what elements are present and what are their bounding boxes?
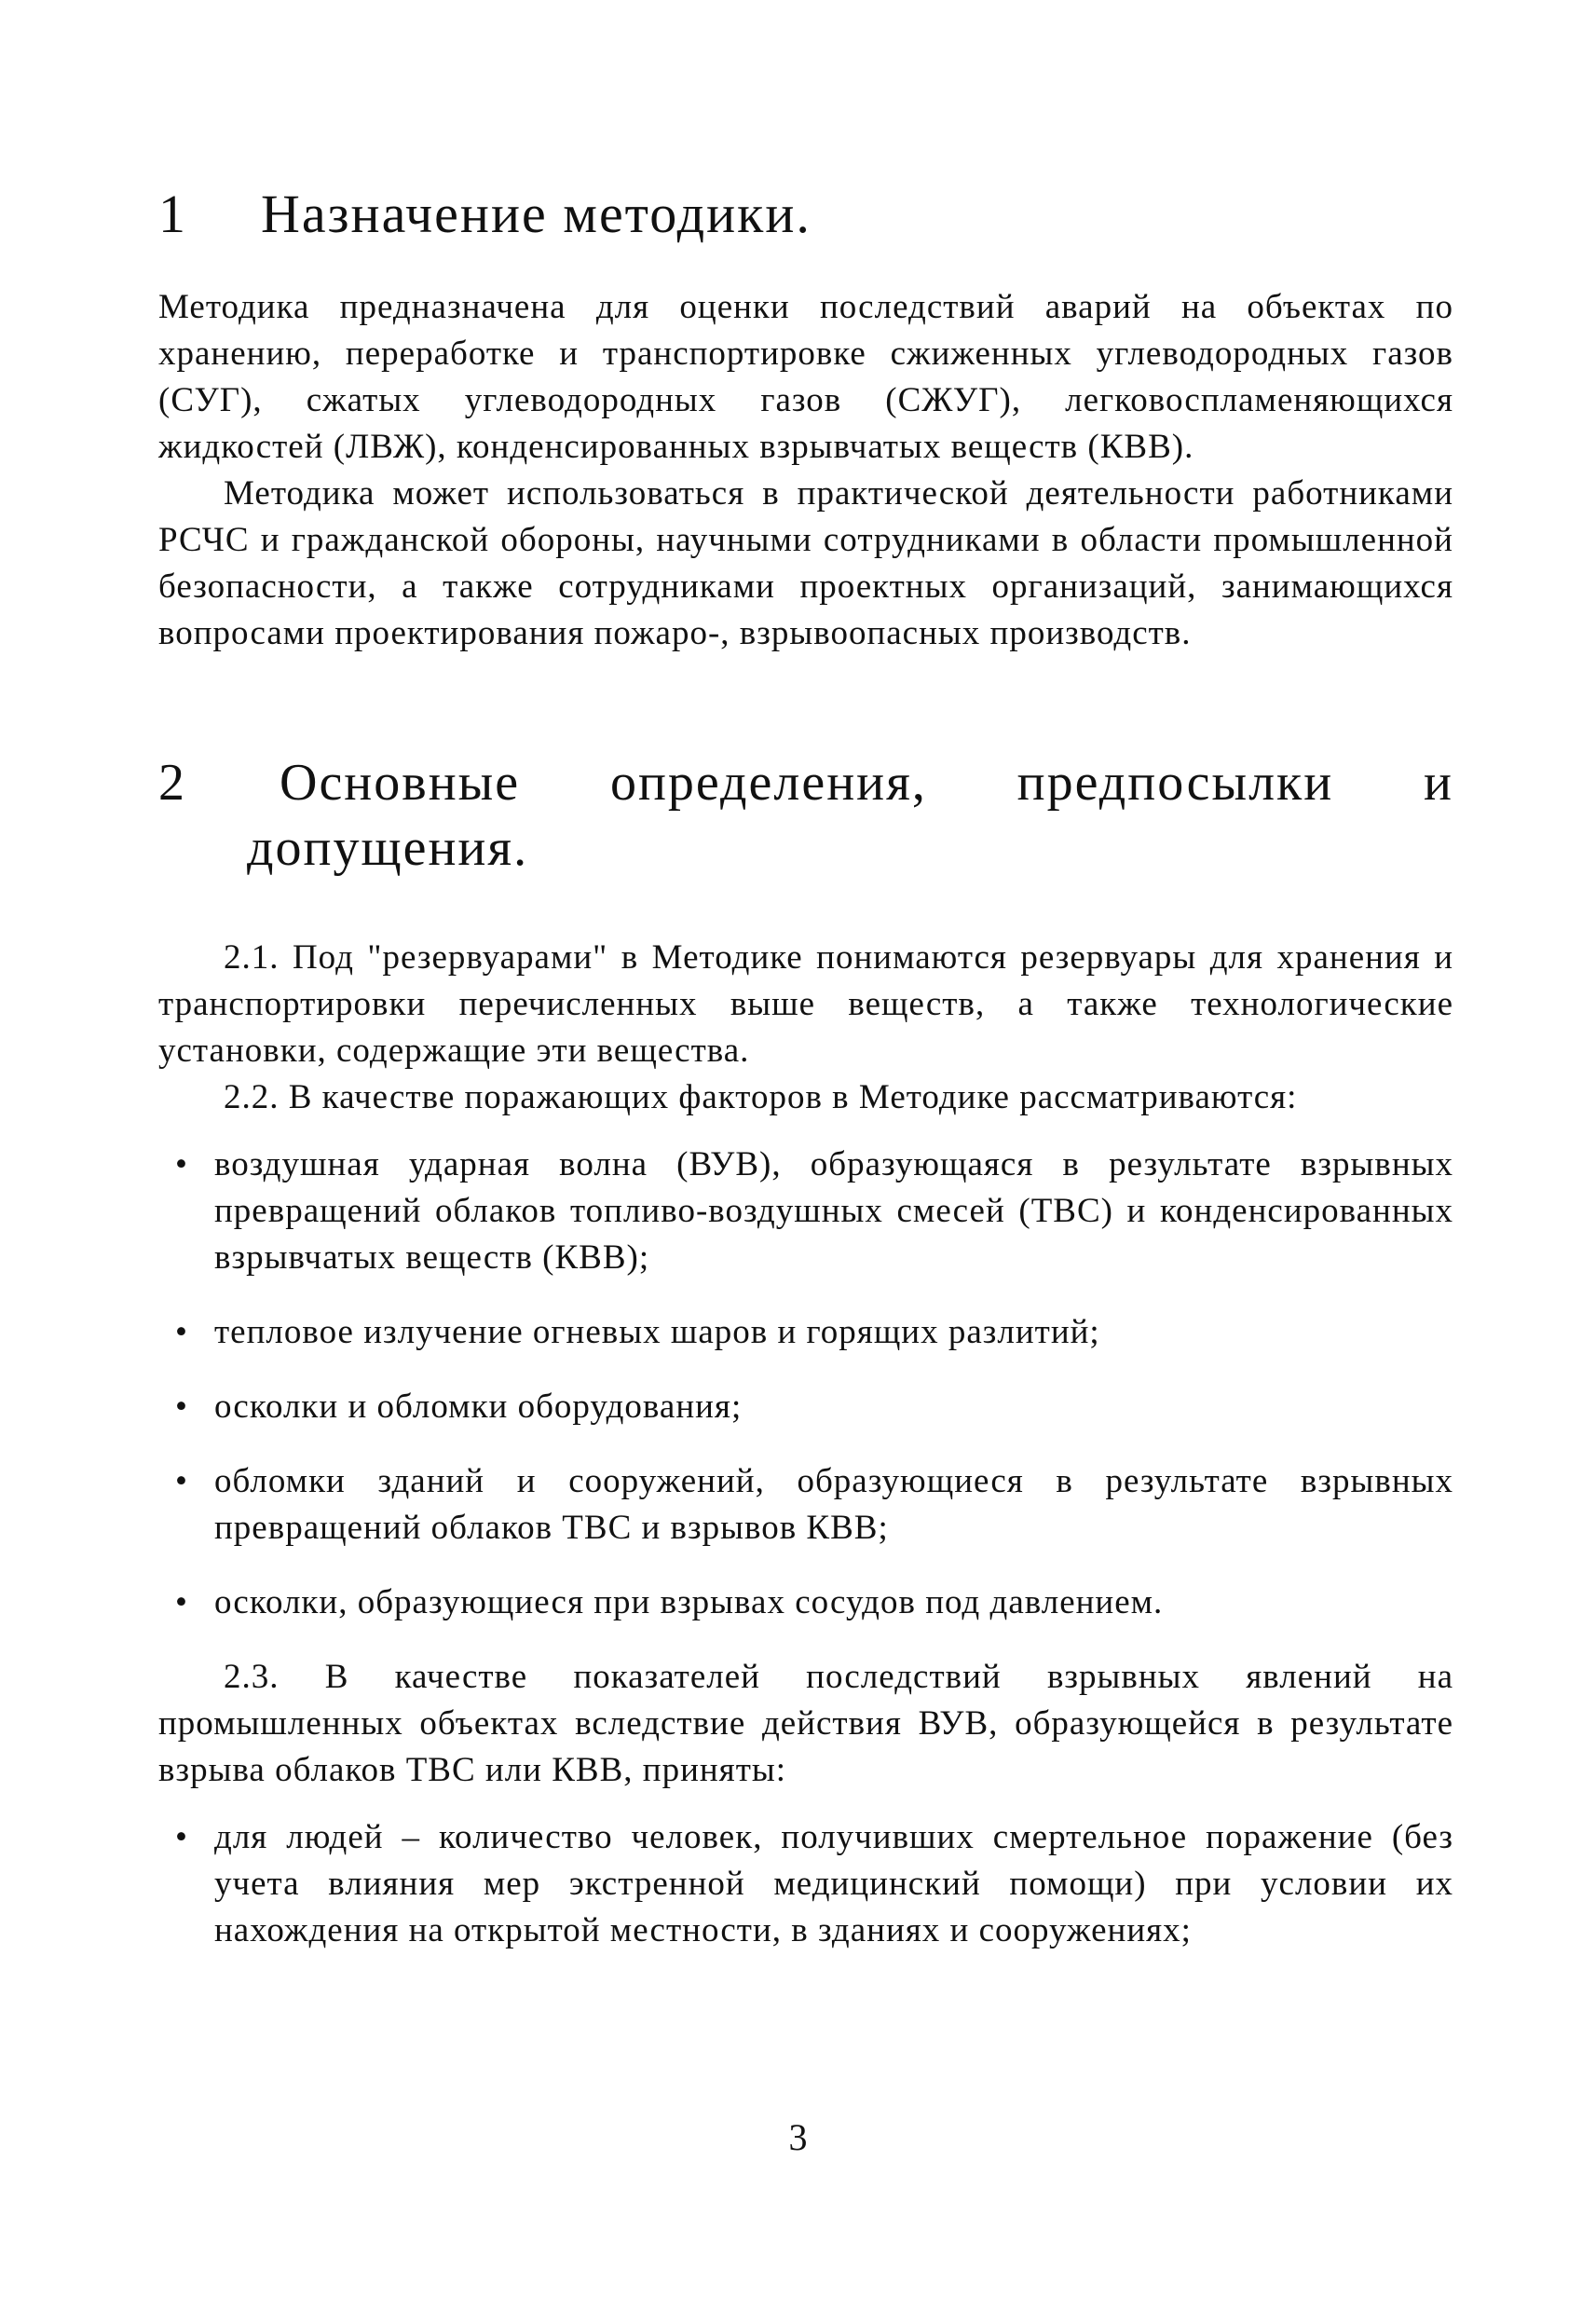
section-1-paragraph-1: Методика предназначена для оценки последствий аварий на объектах по хранению, переработке и транспортировке сжиженных углеводородных газов (СУГ), сжатых углеводородных газов (СЖУГ), легковоспламеняющихся жидкостей (ЛВЖ), конденсированных взрывчатых веществ (КВВ). bbox=[158, 287, 1453, 466]
list-item-text: осколки и обломки оборудования; bbox=[214, 1387, 743, 1426]
section-1-heading bbox=[158, 182, 1453, 247]
list-item bbox=[175, 1579, 1453, 1626]
list-item-text: тепловое излучение огневых шаров и горящих разлитий; bbox=[214, 1312, 1100, 1351]
list-item-text: для людей – количество человек, получивших смертельное поражение (без учета влияния мер экстренной медицинский помощи) при условии их нахождения на открытой местности, в зданиях и сооружениях; bbox=[214, 1817, 1453, 1949]
list-item-text: воздушная ударная волна (ВУВ), образующаяся в результате взрывных превращений облаков топливо-воздушных смесей (ТВС) и конденсированных взрывчатых веществ (КВВ); bbox=[214, 1144, 1453, 1277]
bullet-icon: • bbox=[175, 1387, 188, 1426]
page-content bbox=[158, 182, 1453, 1982]
section-2-title-line-2: допущения. bbox=[247, 818, 529, 877]
list-item bbox=[175, 1309, 1453, 1356]
bullet-icon: • bbox=[175, 1461, 188, 1500]
section-2-heading bbox=[158, 750, 1453, 881]
section-1-number: 1 bbox=[158, 184, 187, 244]
section-2-title-line-1: Основные определения, предпосылки и bbox=[280, 753, 1453, 812]
list-item-text: осколки, образующиеся при взрывах сосудов под давлением. bbox=[214, 1582, 1164, 1621]
section-2-number: 2 bbox=[158, 753, 186, 812]
paragraph-2-3: 2.3. В качестве показателей последствий взрывных явлений на промышленных объектах вследствие действия ВУВ, образующейся в результате взрыва облаков ТВС или КВВ, приняты: bbox=[158, 1657, 1453, 1789]
list-item-text: обломки зданий и сооружений, образующиеся в результате взрывных превращений облаков ТВС и взрывов КВВ; bbox=[214, 1461, 1453, 1547]
consequence-indicators-list bbox=[158, 1814, 1453, 1954]
bullet-icon: • bbox=[175, 1817, 188, 1856]
paragraph-2-2: 2.2. В качестве поражающих факторов в Методике рассматриваются: bbox=[224, 1077, 1298, 1116]
bullet-icon: • bbox=[175, 1582, 188, 1621]
bullet-icon: • bbox=[175, 1144, 188, 1183]
section-1-paragraph-2: Методика может использоваться в практической деятельности работниками РСЧС и гражданской обороны, научными сотрудниками в области промышленной безопасности, а также сотрудниками проектных организаций, занимающихся вопросами проектирования пожаро-, взрывоопасных производств. bbox=[158, 473, 1453, 652]
list-item bbox=[175, 1458, 1453, 1552]
paragraph-2-1: 2.1. Под "резервуарами" в Методике понимаются резервуары для хранения и транспортировки перечисленных выше веществ, а также технологические установки, содержащие эти вещества. bbox=[158, 937, 1453, 1070]
list-item bbox=[175, 1142, 1453, 1281]
list-item bbox=[175, 1814, 1453, 1954]
page-number: 3 bbox=[788, 2116, 808, 2158]
bullet-icon: • bbox=[175, 1312, 188, 1351]
list-item bbox=[175, 1384, 1453, 1430]
section-1-title: Назначение методики. bbox=[261, 184, 812, 244]
damage-factors-list bbox=[158, 1142, 1453, 1626]
